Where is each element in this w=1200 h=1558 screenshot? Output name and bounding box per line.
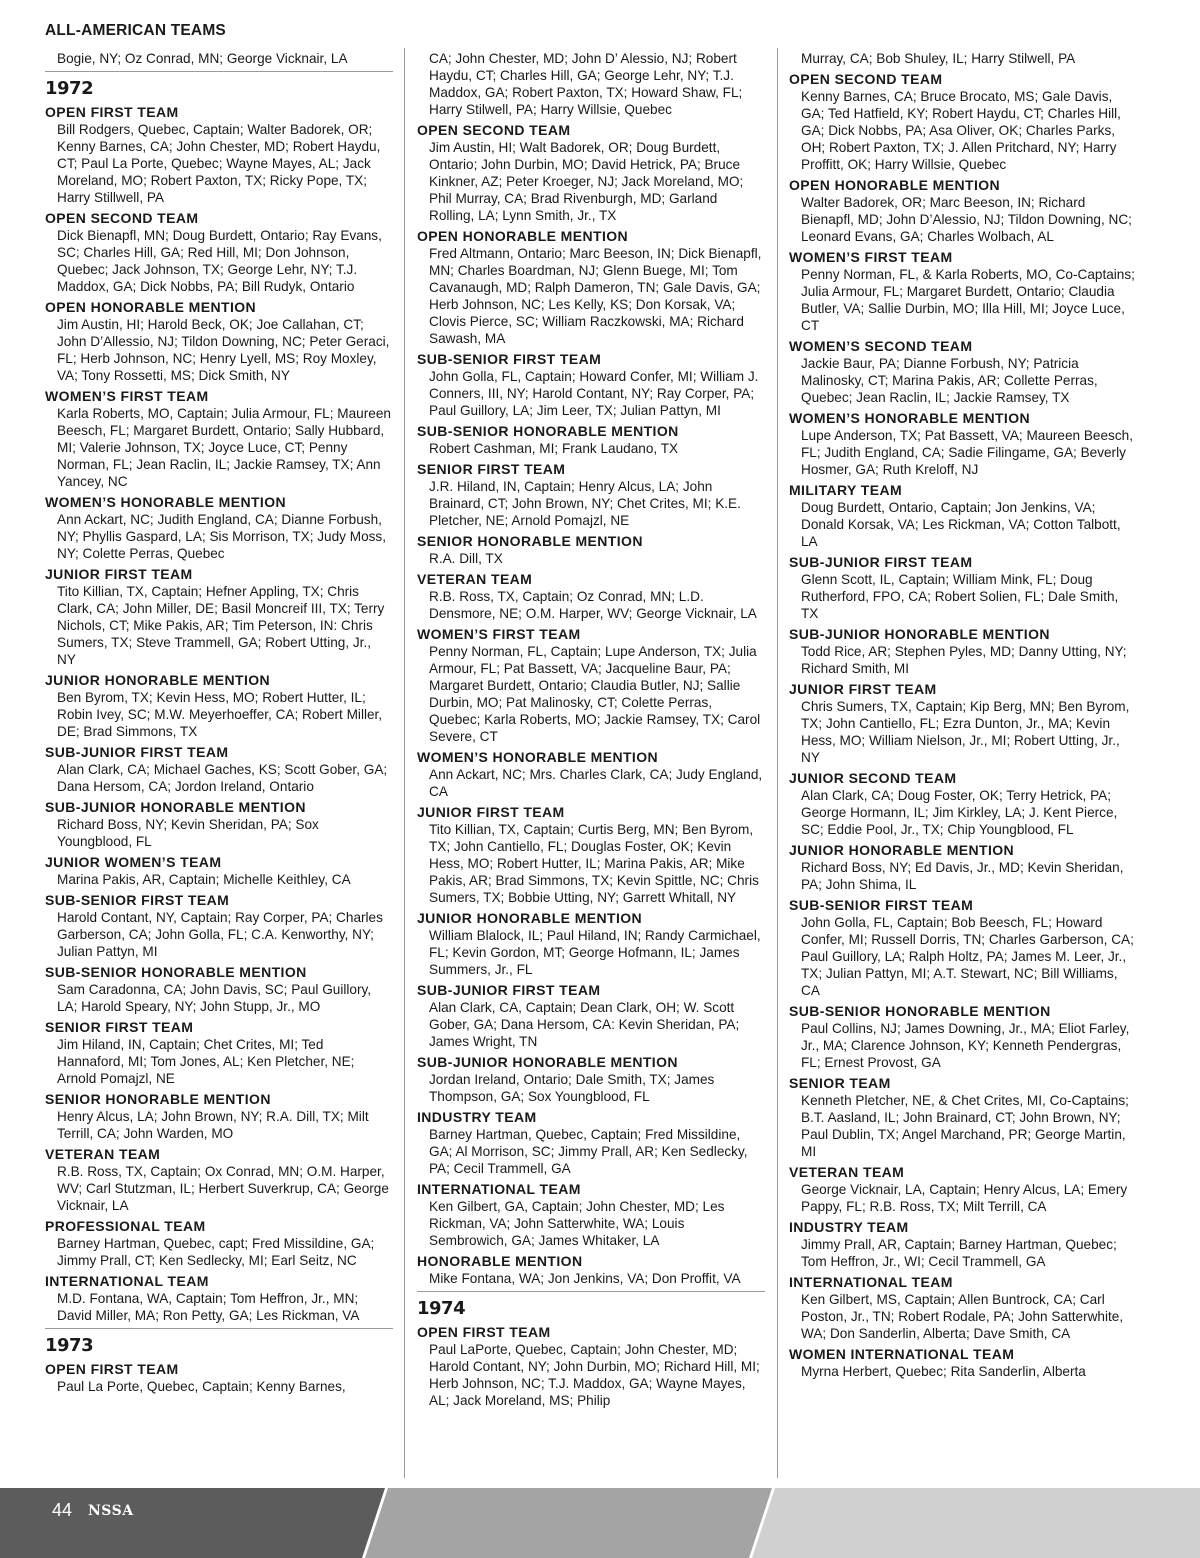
team-roster: Doug Burdett, Ontario, Captain; Jon Jenkins, VA; Donald Korsak, VA; Les Rickman, VA; Cotton Talbott, LA (801, 500, 1121, 549)
team-roster: Jim Austin, HI; Walt Badorek, OR; Doug Burdett, Ontario; John Durbin, MO; David Hetrick, PA; Bruce Kinkner, AZ; Peter Kroeger, NJ; Jack Moreland, MO; Phil Murray, CA; Brad Rivenburgh, MD; Garland Rolling, LA; Lynn Smith, Jr., TX (429, 140, 744, 223)
team-title: SUB-SENIOR FIRST TEAM (45, 892, 230, 908)
team-roster: Jimmy Prall, AR, Captain; Barney Hartman, Quebec; Tom Heffron, Jr., WI; Cecil Trammell, GA (801, 1237, 1117, 1269)
continued-roster (45, 50, 393, 67)
team-section (45, 744, 393, 795)
team-section (789, 770, 1139, 838)
team-roster: Jordan Ireland, Ontario; Dale Smith, TX; James Thompson, GA; Sox Youngblood, FL (429, 1072, 715, 1104)
column-divider (404, 48, 405, 1478)
team-title: SENIOR HONORABLE MENTION (45, 1091, 271, 1107)
team-section (789, 1274, 1139, 1342)
team-roster: CA; John Chester, MD; John D’ Alessio, NJ; Robert Haydu, CT; Charles Hill, GA; George Lehr, NY; T.J. Maddox, GA; Robert Paxton, TX; Howard Shaw, FL; Harry Stilwell, PA; Harry Willsie, Quebec (429, 51, 743, 117)
team-roster: George Vicknair, LA, Captain; Henry Alcus, LA; Emery Pappy, FL; R.B. Ross, TX; Milt Terrill, CA (801, 1182, 1128, 1214)
org-logo-text: NSSA (88, 1503, 134, 1519)
team-title: OPEN SECOND TEAM (417, 122, 571, 138)
year-heading: 1974 (417, 1291, 765, 1320)
team-roster: Marina Pakis, AR, Captain; Michelle Keithley, CA (57, 872, 351, 887)
team-roster: Mike Fontana, WA; Jon Jenkins, VA; Don Proffit, VA (429, 1271, 741, 1286)
team-roster: Robert Cashman, MI; Frank Laudano, TX (429, 441, 679, 456)
page-number: 44 (52, 1500, 73, 1520)
team-roster: Ben Byrom, TX; Kevin Hess, MO; Robert Hutter, IL; Robin Ivey, SC; M.W. Meyerhoeffer, CA; Robert Miller, DE; Brad Simmons, TX (57, 690, 383, 739)
team-title: SUB-JUNIOR HONORABLE MENTION (45, 799, 306, 815)
team-section (45, 1273, 393, 1324)
team-title: OPEN FIRST TEAM (45, 104, 179, 120)
team-section (417, 1109, 765, 1177)
team-section (45, 566, 393, 668)
team-roster: Alan Clark, CA, Captain; Dean Clark, OH; W. Scott Gober, GA; Dana Hersom, CA: Kevin Sheridan, PA; James Wright, TN (429, 1000, 740, 1049)
team-title: SENIOR HONORABLE MENTION (417, 533, 643, 549)
team-title: VETERAN TEAM (789, 1164, 905, 1180)
team-title: JUNIOR FIRST TEAM (789, 681, 937, 697)
team-title: WOMEN’S FIRST TEAM (45, 388, 209, 404)
team-roster: Ann Ackart, NC; Judith England, CA; Dianne Forbush, NY; Phyllis Gaspard, LA; Sis Morrison, TX; Judy Moss, NY; Colette Perras, Quebec (57, 512, 386, 561)
team-roster: R.B. Ross, TX, Captain; Ox Conrad, MN; O.M. Harper, WV; Carl Stutzman, IL; Herbert Suverkrup, CA; George Vicknair, LA (57, 1164, 389, 1213)
team-title: WOMEN INTERNATIONAL TEAM (789, 1346, 1015, 1362)
team-roster: William Blalock, IL; Paul Hiland, IN; Randy Carmichael, FL; Kevin Gordon, MT; George Hofmann, IL; James Summers, Jr., FL (429, 928, 761, 977)
team-title: SUB-JUNIOR HONORABLE MENTION (417, 1054, 678, 1070)
team-section (789, 897, 1139, 999)
team-title: SUB-SENIOR HONORABLE MENTION (45, 964, 307, 980)
team-section (45, 1361, 393, 1395)
continued-roster (417, 50, 765, 118)
team-section (789, 338, 1139, 406)
team-section (417, 533, 765, 567)
team-title: SENIOR FIRST TEAM (45, 1019, 194, 1035)
column-2 (417, 50, 765, 1413)
team-roster: Sam Caradonna, CA; John Davis, SC; Paul Guillory, LA; Harold Speary, NY; John Stupp, Jr., MO (57, 982, 372, 1014)
team-title: WOMEN’S FIRST TEAM (417, 626, 581, 642)
team-title: PROFESSIONAL TEAM (45, 1218, 206, 1234)
team-roster: Barney Hartman, Quebec, Captain; Fred Missildine, GA; Al Morrison, SC; Jimmy Prall, AR; Ken Sedlecky, PA; Cecil Trammell, GA (429, 1127, 748, 1176)
year-heading: 1972 (45, 71, 393, 100)
team-title: JUNIOR FIRST TEAM (417, 804, 565, 820)
team-roster: Paul Collins, NJ; James Downing, Jr., MA; Eliot Farley, Jr., MA; Clarence Johnson, KY; Kenneth Pendergras, FL; Ernest Provost, GA (801, 1021, 1130, 1070)
team-roster: Richard Boss, NY; Ed Davis, Jr., MD; Kevin Sheridan, PA; John Shima, IL (801, 860, 1124, 892)
team-section (789, 177, 1139, 245)
team-title: OPEN HONORABLE MENTION (789, 177, 1001, 193)
team-section (789, 626, 1139, 677)
team-title: OPEN FIRST TEAM (45, 1361, 179, 1377)
team-section (789, 842, 1139, 893)
team-section (417, 461, 765, 529)
team-title: OPEN HONORABLE MENTION (417, 228, 629, 244)
team-roster: Henry Alcus, LA; John Brown, NY; R.A. Dill, TX; Milt Terrill, CA; John Warden, MO (57, 1109, 369, 1141)
team-title: JUNIOR FIRST TEAM (45, 566, 193, 582)
team-title: SENIOR FIRST TEAM (417, 461, 566, 477)
team-roster: J.R. Hiland, IN, Captain; Henry Alcus, LA; John Brainard, CT; John Brown, NY; Chet Crites, MI; K.E. Pletcher, NE; Arnold Pomajzl, NE (429, 479, 741, 528)
team-title: SUB-JUNIOR FIRST TEAM (789, 554, 973, 570)
team-title: SUB-SENIOR FIRST TEAM (789, 897, 974, 913)
team-title: SUB-SENIOR FIRST TEAM (417, 351, 602, 367)
team-section (417, 1181, 765, 1249)
team-section (45, 1091, 393, 1142)
team-roster: Kenneth Pletcher, NE, & Chet Crites, MI, Co-Captains; B.T. Aasland, IL; John Brainard, CT; John Brown, NY; Paul Dublin, TX; Angel Marchand, PR; George Martin, MI (801, 1093, 1129, 1159)
team-roster: Barney Hartman, Quebec, capt; Fred Missildine, GA; Jimmy Prall, CT; Ken Sedlecky, MI; Earl Seitz, NC (57, 1236, 375, 1268)
team-roster: Bogie, NY; Oz Conrad, MN; George Vicknair, LA (57, 51, 348, 66)
team-title: SUB-JUNIOR HONORABLE MENTION (789, 626, 1050, 642)
team-section (45, 1146, 393, 1214)
team-section (417, 571, 765, 622)
team-section (417, 351, 765, 419)
team-section (789, 681, 1139, 766)
team-section (45, 854, 393, 888)
team-title: OPEN SECOND TEAM (789, 71, 943, 87)
team-roster: Walter Badorek, OR; Marc Beeson, IN; Richard Bienapfl, MD; John D’Alessio, NJ; Tildon Downing, NC; Leonard Evans, GA; Charles Wolbach, AL (801, 195, 1132, 244)
team-section (45, 892, 393, 960)
year-heading: 1973 (45, 1328, 393, 1357)
team-section (45, 672, 393, 740)
team-section (789, 1003, 1139, 1071)
team-roster: Penny Norman, FL, & Karla Roberts, MO, Co-Captains; Julia Armour, FL; Margaret Burdett, Ontario; Claudia Butler, VA; Sallie Durbin, MO; Illa Hill, MI; Joyce Luce, CT (801, 267, 1135, 333)
team-roster: John Golla, FL, Captain; Bob Beesch, FL; Howard Confer, MI; Russell Dorris, TN; Charles Garberson, CA; Paul Guillory, LA; Ralph Holtz, PA; James M. Leer, Jr., TX; Julian Pattyn, MI; A.T. Stewart, NC; Bill Williams, CA (801, 915, 1134, 998)
team-roster: Karla Roberts, MO, Captain; Julia Armour, FL; Maureen Beesch, FL; Margaret Burdett, Ontario; Sally Hubbard, MI; Valerie Johnson, TX; Joyce Luce, CT; Penny Norman, FL; Jean Raclin, IL; Jackie Ramsey, TX; Ann Yancey, NC (57, 406, 391, 489)
team-roster: Jackie Baur, PA; Dianne Forbush, NY; Patricia Malinosky, CT; Marina Pakis, AR; Collette Perras, Quebec; Jean Raclin, IL; Jackie Ramsey, TX (801, 356, 1098, 405)
team-title: INDUSTRY TEAM (417, 1109, 537, 1125)
team-section (417, 626, 765, 745)
team-section (417, 1253, 765, 1287)
team-roster: R.A. Dill, TX (429, 551, 503, 566)
team-roster: M.D. Fontana, WA, Captain; Tom Heffron, Jr., MN; David Miller, MA; Ron Petty, GA; Les Rickman, VA (57, 1291, 360, 1323)
team-roster: Jim Hiland, IN, Captain; Chet Crites, MI; Ted Hannaford, MI; Tom Jones, AL; Ken Pletcher, NE; Arnold Pomajzl, NE (57, 1037, 355, 1086)
team-roster: Ken Gilbert, GA, Captain; John Chester, MD; Les Rickman, VA; John Satterwhite, WA; Louis Sembrowich, GA; James Whitaker, LA (429, 1199, 725, 1248)
continued-roster (789, 50, 1139, 67)
team-section (789, 71, 1139, 173)
team-title: HONORABLE MENTION (417, 1253, 583, 1269)
team-roster: Tito Killian, TX, Captain; Curtis Berg, MN; Ben Byrom, TX; John Cantiello, FL; Douglas Foster, OK; Kevin Hess, MO; Robert Hutter, IL; Marina Pakis, AR; Mike Pakis, AR; Brad Simmons, TX; Kevin Spittle, NC; Chris Sumers, TX; Bobbie Utting, NY; Garrett Whitall, NY (429, 822, 759, 905)
team-title: INTERNATIONAL TEAM (417, 1181, 581, 1197)
team-title: WOMEN’S SECOND TEAM (789, 338, 973, 354)
team-section (417, 804, 765, 906)
team-roster: Dick Bienapfl, MN; Doug Burdett, Ontario; Ray Evans, SC; Charles Hill, GA; Red Hill, MI; Don Johnson, Quebec; Jack Johnson, TX; George Lehr, NY; T.J. Maddox, GA; Dick Nobbs, PA; Bill Rudyk, Ontario (57, 228, 382, 294)
team-title: VETERAN TEAM (45, 1146, 161, 1162)
team-roster: Fred Altmann, Ontario; Marc Beeson, IN; Dick Bienapfl, MN; Charles Boardman, NJ; Glenn Buege, MI; Tom Cavanaugh, MD; Ralph Dameron, TN; Gale Davis, GA; Herb Johnson, NC; Les Kelly, KS; Don Korsak, VA; Clovis Pierce, SC; William Raczkowski, MA; Richard Sawash, MA (429, 246, 762, 346)
team-section (417, 122, 765, 224)
team-title: SUB-SENIOR HONORABLE MENTION (417, 423, 679, 439)
team-title: MILITARY TEAM (789, 482, 903, 498)
team-section (45, 1218, 393, 1269)
team-title: WOMEN’S HONORABLE MENTION (789, 410, 1030, 426)
team-title: INTERNATIONAL TEAM (789, 1274, 953, 1290)
column-divider (777, 48, 778, 1478)
team-roster: Ken Gilbert, MS, Captain; Allen Buntrock, CA; Carl Poston, Jr., TN; Robert Rodale, PA; John Satterwhite, WA; Don Sanderlin, Alberta; Dave Smith, CA (801, 1292, 1124, 1341)
team-title: WOMEN’S FIRST TEAM (789, 249, 953, 265)
team-title: WOMEN’S HONORABLE MENTION (417, 749, 658, 765)
team-section (417, 423, 765, 457)
team-roster: Tito Killian, TX, Captain; Hefner Appling, TX; Chris Clark, CA; John Miller, DE; Basil Moncreif III, TX; Terry Nichols, CT; Mike Pakis, AR; Tim Peterson, IN: Chris Sumers, TX; Steve Trammell, GA; Robert Utting, Jr., NY (57, 584, 385, 667)
team-section (45, 799, 393, 850)
team-roster: Kenny Barnes, CA; Bruce Brocato, MS; Gale Davis, GA; Ted Hatfield, KY; Robert Haydu, CT; Charles Hill, GA; Dick Nobbs, PA; Asa Oliver, OK; Charles Parks, OH; Robert Paxton, TX; J. Allen Pritchard, NY; Harry Proffitt, OK; Harry Willsie, Quebec (801, 89, 1121, 172)
footer-band (0, 1488, 1200, 1558)
team-title: WOMEN’S HONORABLE MENTION (45, 494, 286, 510)
column-3 (789, 50, 1139, 1384)
team-title: OPEN FIRST TEAM (417, 1324, 551, 1340)
team-roster: Chris Sumers, TX, Captain; Kip Berg, MN; Ben Byrom, TX; John Cantiello, FL; Ezra Dunton, Jr., MA; Kevin Hess, MO; William Nielson, Jr., MI; Robert Utting, Jr., NY (801, 699, 1130, 765)
team-roster: Jim Austin, HI; Harold Beck, OK; Joe Callahan, CT; John D’Allessio, NJ; Tildon Downing, NC; Peter Geraci, FL; Herb Johnson, NC; Henry Lyell, MS; Roy Moxley, VA; Tony Rossetti, MS; Dick Smith, NY (57, 317, 390, 383)
team-title: SENIOR TEAM (789, 1075, 891, 1091)
team-title: INDUSTRY TEAM (789, 1219, 909, 1235)
team-title: SUB-JUNIOR FIRST TEAM (417, 982, 601, 998)
team-section (45, 494, 393, 562)
team-roster: Alan Clark, CA; Michael Gaches, KS; Scott Gober, GA; Dana Hersom, CA; Jordon Ireland, Ontario (57, 762, 388, 794)
team-roster: John Golla, FL, Captain; Howard Confer, MI; William J. Conners, III, NY; Harold Contant, NY; Ray Corper, PA; Paul Guillory, LA; Jim Leer, TX; Julian Pattyn, MI (429, 369, 759, 418)
team-title: JUNIOR HONORABLE MENTION (45, 672, 271, 688)
team-title: SUB-JUNIOR FIRST TEAM (45, 744, 229, 760)
team-section (789, 482, 1139, 550)
team-roster: Alan Clark, CA; Doug Foster, OK; Terry Hetrick, PA; George Hormann, IL; Jim Kirkley, LA; J. Kent Pierce, SC; Eddie Pool, Jr., TX; Chip Youngblood, FL (801, 788, 1118, 837)
team-title: SUB-SENIOR HONORABLE MENTION (789, 1003, 1051, 1019)
team-section (417, 749, 765, 800)
team-title: JUNIOR HONORABLE MENTION (789, 842, 1015, 858)
team-section (45, 104, 393, 206)
team-section (789, 1164, 1139, 1215)
team-section (789, 1346, 1139, 1380)
team-section (417, 982, 765, 1050)
team-section (417, 1054, 765, 1105)
team-section (789, 1075, 1139, 1160)
page-header: ALL-AMERICAN TEAMS (45, 22, 226, 39)
team-section (417, 1324, 765, 1409)
team-section (45, 388, 393, 490)
team-roster: Paul LaPorte, Quebec, Captain; John Chester, MD; Harold Contant, NY; John Durbin, MO; Richard Hill, MI; Herb Johnson, NC; T.J. Maddox, GA; Wayne Mayes, AL; Jack Moreland, MS; Philip (429, 1342, 760, 1408)
team-roster: Ann Ackart, NC; Mrs. Charles Clark, CA; Judy England, CA (429, 767, 763, 799)
team-title: OPEN SECOND TEAM (45, 210, 199, 226)
team-title: VETERAN TEAM (417, 571, 533, 587)
team-section (789, 410, 1139, 478)
team-title: INTERNATIONAL TEAM (45, 1273, 209, 1289)
team-title: OPEN HONORABLE MENTION (45, 299, 257, 315)
team-roster: Glenn Scott, IL, Captain; William Mink, FL; Doug Rutherford, FPO, CA; Robert Solien, FL; Dale Smith, TX (801, 572, 1119, 621)
team-roster: Murray, CA; Bob Shuley, IL; Harry Stilwell, PA (801, 51, 1076, 66)
team-section (45, 964, 393, 1015)
team-section (45, 299, 393, 384)
team-section (45, 210, 393, 295)
team-section (45, 1019, 393, 1087)
team-roster: R.B. Ross, TX, Captain; Oz Conrad, MN; L.D. Densmore, NE; O.M. Harper, WV; George Vicknair, LA (429, 589, 757, 621)
team-section (789, 554, 1139, 622)
team-roster: Harold Contant, NY, Captain; Ray Corper, PA; Charles Garberson, CA; John Golla, FL; C.A. Kenworthy, NY; Julian Pattyn, MI (57, 910, 383, 959)
team-roster: Todd Rice, AR; Stephen Pyles, MD; Danny Utting, NY; Richard Smith, MI (801, 644, 1127, 676)
team-section (789, 1219, 1139, 1270)
team-roster: Bill Rodgers, Quebec, Captain; Walter Badorek, OR; Kenny Barnes, CA; John Chester, MD; Robert Haydu, CT; Paul La Porte, Quebec; Wayne Mayes, AL; Jack Moreland, MO; Robert Paxton, TX; Ricky Pope, TX; Harry Stillwell, PA (57, 122, 381, 205)
team-title: JUNIOR WOMEN’S TEAM (45, 854, 222, 870)
column-1 (45, 50, 393, 1399)
team-roster: Myrna Herbert, Quebec; Rita Sanderlin, Alberta (801, 1364, 1086, 1379)
team-section (417, 228, 765, 347)
team-roster: Penny Norman, FL, Captain; Lupe Anderson, TX; Julia Armour, FL; Pat Bassett, VA; Jacqueline Baur, PA; Margaret Burdett, Ontario; Claudia Butler, NJ; Sallie Durbin, MO; Pat Malinosky, CT; Colette Perras, Quebec; Karla Roberts, MO; Jackie Ramsey, TX; Carol Severe, CT (429, 644, 761, 744)
team-title: JUNIOR SECOND TEAM (789, 770, 957, 786)
team-roster: Lupe Anderson, TX; Pat Bassett, VA; Maureen Beesch, FL; Judith England, CA; Sadie Filingame, GA; Beverly Hosmer, GA; Ruth Kreloff, NJ (801, 428, 1133, 477)
team-roster: Paul La Porte, Quebec, Captain; Kenny Barnes, (57, 1379, 346, 1394)
team-section (417, 910, 765, 978)
team-section (789, 249, 1139, 334)
team-title: JUNIOR HONORABLE MENTION (417, 910, 643, 926)
team-roster: Richard Boss, NY; Kevin Sheridan, PA; Sox Youngblood, FL (57, 817, 319, 849)
